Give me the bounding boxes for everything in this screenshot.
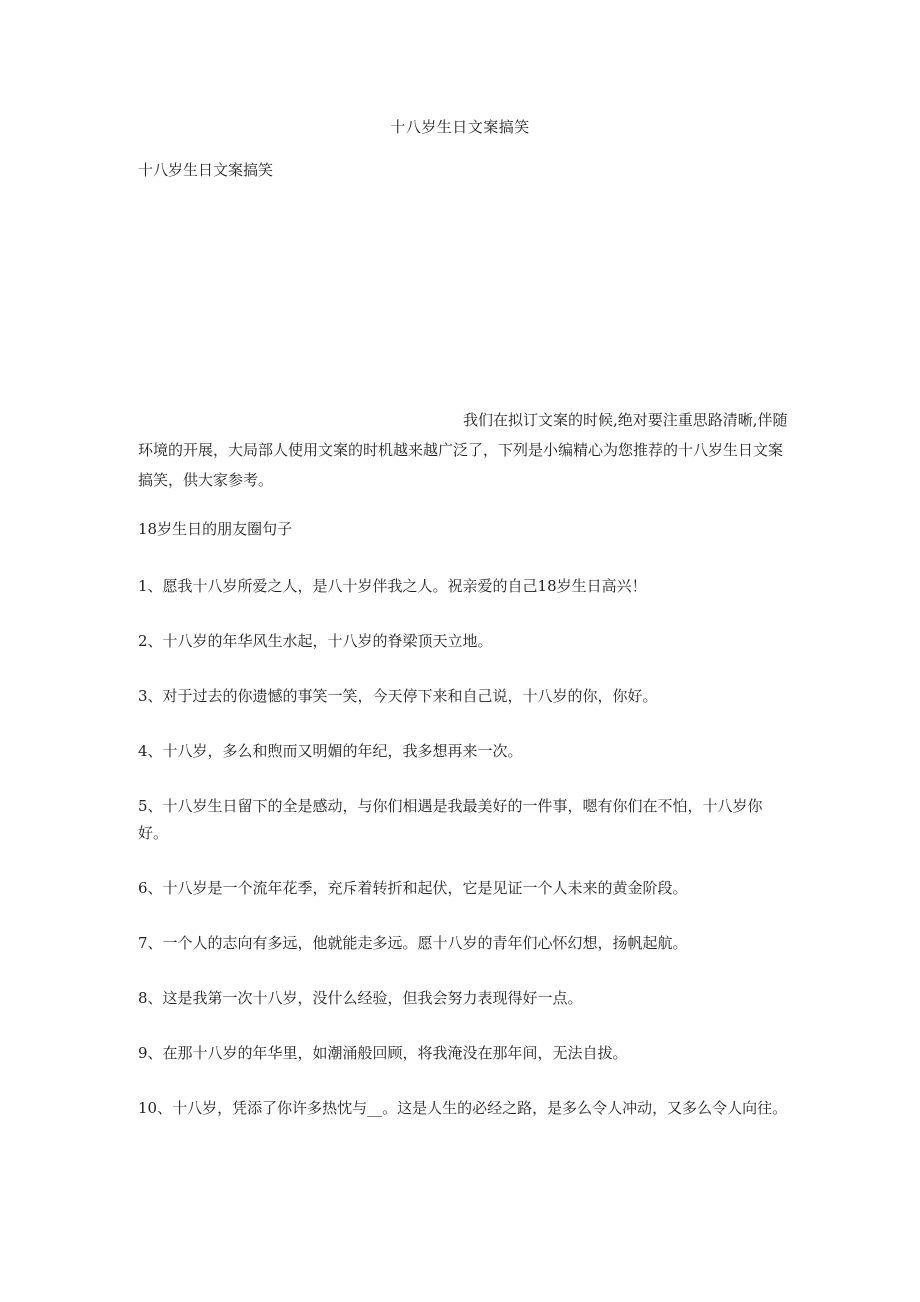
quote-item-5: 5、十八岁生日留下的全是感动，与你们相遇是我最美好的一件事，嗯有你们在不怕，十八岁你好。: [138, 797, 763, 842]
document-title: 十八岁生日文案搞笑: [390, 118, 530, 136]
quote-list: [138, 573, 788, 1150]
quote-item-2: 2、十八岁的年华风生水起，十八岁的脊梁顶天立地。: [138, 632, 493, 650]
quote-item-6: 6、十八岁是一个流年花季，充斥着转折和起伏，它是见证一个人未来的黄金阶段。: [138, 879, 688, 897]
document-subtitle: 十八岁生日文案搞笑: [138, 161, 274, 179]
intro-paragraph: 我们在拟订文案的时候,绝对要注重思路清晰,伴随环境的开展，大局部人使用文案的时机越来越广泛了，下列是小编精心为您推荐的十八岁生日文案搞笑，供大家参考。: [138, 411, 788, 489]
quote-item-4: 4、十八岁，多么和煦而又明媚的年纪，我多想再来一次。: [138, 742, 523, 760]
quote-item-8: 8、这是我第一次十八岁，没什么经验，但我会努力表现得好一点。: [138, 989, 583, 1007]
quote-item-7: 7、一个人的志向有多远，他就能走多远。愿十八岁的青年们心怀幻想，扬帆起航。: [138, 934, 688, 952]
quote-item-9: 9、在那十八岁的年华里，如潮涌般回顾，将我淹没在那年间，无法自拔。: [138, 1044, 628, 1062]
section-heading: 18岁生日的朋友圈句子: [138, 520, 293, 538]
quote-item-3: 3、对于过去的你遗憾的事笑一笑，今天停下来和自己说，十八岁的你，你好。: [138, 687, 658, 705]
quote-item-10: 10、十八岁，凭添了你许多热忱与__。这是人生的必经之路，是多么令人冲动，又多么令人向往。: [138, 1099, 788, 1117]
quote-item-1: 1、愿我十八岁所爱之人，是八十岁伴我之人。祝亲爱的自己18岁生日高兴！: [138, 577, 647, 595]
